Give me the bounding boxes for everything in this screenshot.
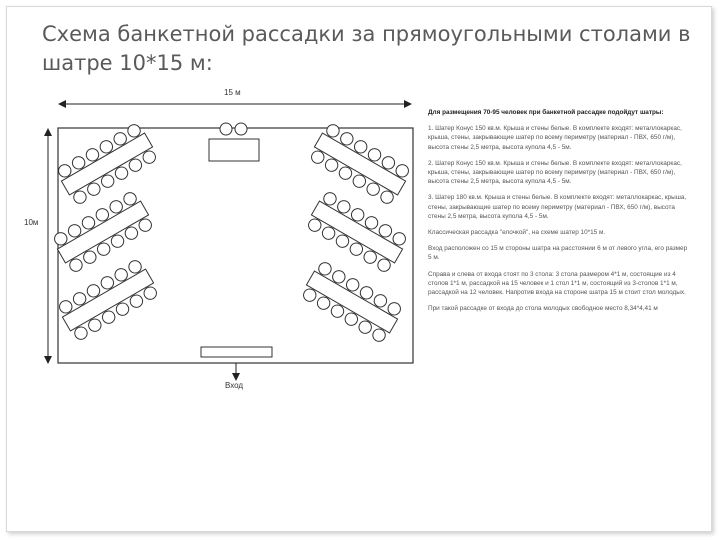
notes-item: Классическая рассадка "елочкой", на схеме шатер 10*15 м.	[428, 229, 606, 237]
height-label: 10м	[24, 218, 39, 227]
notes-item: Вход расположен со 15 м стороны шатра на расстоянии 6 м от левого угла, его размер 5 м.	[428, 245, 688, 262]
notes-item: 3. Шатер 180 кв.м. Крыша и стены белые. В комплекте входят: металлокаркас, крыша, стены, закрывающие шатер по всему периметру (материал - ПВХ, 650 г/м), высота стены 2,5 метра, высота купола 4,5 - 5м.	[428, 194, 687, 220]
arrow-left-icon	[58, 100, 66, 108]
notes-heading: Для размещения 70-95 человек при банкетной рассадке подойдут шатры:	[428, 109, 664, 116]
guest-table-group	[300, 259, 405, 344]
chair	[235, 123, 247, 135]
arrow-down-icon	[232, 373, 240, 381]
width-label: 15 м	[224, 88, 241, 97]
entrance-door	[201, 347, 272, 357]
notes-item: При такой рассадке от входа до стола молодых свободное место 8,34*4,41 м	[428, 305, 658, 313]
guest-table-group	[55, 121, 160, 206]
arrow-right-icon	[404, 100, 412, 108]
guest-table-group	[305, 189, 410, 274]
arrow-up-icon	[44, 128, 52, 136]
newlyweds-table	[209, 139, 259, 161]
slide-title: Схема банкетной рассадки за прямоугольными столами в шатре 10*15 м:	[42, 22, 691, 75]
guest-table-group	[51, 189, 156, 274]
notes-item: Справа и слева от входа стоят по 3 стола: 3 стола размером 4*1 м, состоящие из 4 столов 1*1 м, рассадкой на 15 человек и 1 стол 1*1 м, состоящий из 3-столов 1*1 м, рассадкой на 12 человек. Напротив входа на стороне шатра 15 м стоит стол молодых.	[428, 270, 686, 297]
notes-item: 2. Шатер Конус 150 кв.м. Крыша и стены белые. В комплекте входят: металлокаркас, крыша, стены, закрывающие шатер по всему периметру (материал - ПВХ, 650 г/м), высота стены 2,5 метра, высота купола 4,5 - 5м.	[428, 159, 682, 186]
arrow-down-icon	[44, 356, 52, 364]
entrance-label: Вход	[225, 381, 244, 390]
chair	[220, 123, 232, 135]
guest-table-group	[308, 121, 413, 206]
tent-description	[428, 108, 688, 320]
notes-item: 1. Шатер Конус 150 кв.м. Крыша и стены белые. В комплекте входят: металлокаркас, крыша, стены, закрывающие шатер по всему периметру (материал - ПВХ, 650 г/м), высота стены 2,5 метра, высота купола 4,5 - 5м.	[428, 125, 682, 151]
guest-table-group	[56, 257, 161, 342]
